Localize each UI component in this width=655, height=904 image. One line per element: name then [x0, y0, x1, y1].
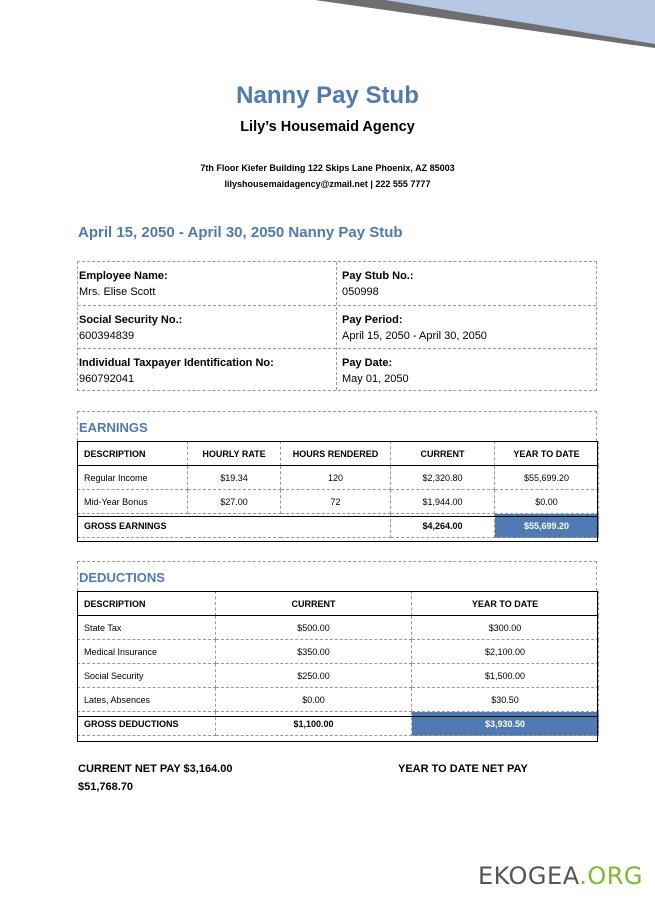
cell: State Tax — [78, 616, 216, 640]
table-row — [78, 688, 599, 712]
ssn-value: 600394839 — [79, 330, 135, 342]
deductions-col-current: CURRENT — [216, 592, 412, 616]
earnings-col-ytd: YEAR TO DATE — [495, 442, 599, 466]
cell: $2,100.00 — [412, 640, 599, 664]
cell: $2,320.80 — [391, 466, 495, 490]
watermark-suffix: .ORG — [579, 862, 643, 890]
agency-address: 7th Floor Kiefer Building 122 Skips Lane Phoenix, AZ 85003 — [200, 163, 455, 173]
earnings-section-header — [77, 411, 597, 441]
cell: $500.00 — [216, 616, 412, 640]
corner-decoration — [315, 0, 655, 48]
cell: $1,500.00 — [412, 664, 599, 688]
gross-deductions-ytd: $3,930.50 — [412, 712, 599, 736]
cell: $250.00 — [216, 664, 412, 688]
cell: $0.00 — [495, 490, 599, 514]
pay-stub-label: Pay Stub No.: — [342, 270, 414, 282]
cell: Medical Insurance — [78, 640, 216, 664]
pay-stub-cell — [341, 262, 414, 300]
gross-earnings-label: GROSS EARNINGS — [78, 514, 391, 538]
earnings-table — [77, 441, 599, 538]
table-row — [78, 466, 599, 490]
cell: $0.00 — [216, 688, 412, 712]
employee-name-value: Mrs. Elise Scott — [79, 286, 156, 298]
cell: 120 — [281, 466, 391, 490]
deductions-title: DEDUCTIONS — [79, 570, 165, 585]
cell: $55,699.20 — [495, 466, 599, 490]
earnings-col-hourly-rate: HOURLY RATE — [188, 442, 281, 466]
watermark-logo — [478, 862, 643, 890]
earnings-total-row — [78, 514, 599, 538]
gross-deductions-label: GROSS DEDUCTIONS — [78, 712, 216, 736]
deductions-header-row — [78, 592, 599, 616]
earnings-header-row — [78, 442, 599, 466]
cell: 72 — [281, 490, 391, 514]
pay-period-label: Pay Period: — [342, 314, 403, 326]
earnings-col-hours: HOURS RENDERED — [281, 442, 391, 466]
deductions-col-description: DESCRIPTION — [78, 592, 216, 616]
gross-deductions-current: $1,100.00 — [216, 712, 412, 736]
watermark-main: EKOGEA — [477, 862, 580, 890]
deductions-col-ytd: YEAR TO DATE — [412, 592, 599, 616]
cell: $350.00 — [216, 640, 412, 664]
table-row — [78, 616, 599, 640]
ytd-net-pay-value: $51,768.70 — [78, 781, 134, 793]
cell: Social Security — [78, 664, 216, 688]
ssn-cell — [78, 306, 182, 344]
itin-label: Individual Taxpayer Identification No: — [79, 357, 274, 369]
cell: $30.50 — [412, 688, 599, 712]
gross-earnings-current: $4,264.00 — [391, 514, 495, 538]
employee-name-cell — [78, 262, 168, 300]
current-net-pay: CURRENT NET PAY $3,164.00 — [78, 763, 233, 775]
earnings-col-description: DESCRIPTION — [78, 442, 188, 466]
pay-period-heading: April 15, 2050 - April 30, 2050 Nanny Pay Stub — [78, 224, 403, 241]
agency-name: Lily’s Housemaid Agency — [240, 119, 415, 135]
cell: $27.00 — [188, 490, 281, 514]
agency-contact: lilyshousemaidagency@zmail.net | 222 555 7777 — [224, 179, 431, 189]
earnings-col-current: CURRENT — [391, 442, 495, 466]
pay-date-cell — [341, 349, 409, 387]
page-title: Nanny Pay Stub — [236, 82, 419, 109]
deductions-table — [77, 591, 599, 736]
employee-info-grid — [77, 261, 597, 391]
table-row — [78, 490, 599, 514]
cell: Mid-Year Bonus — [78, 490, 188, 514]
cell: $1,944.00 — [391, 490, 495, 514]
table-row — [78, 664, 599, 688]
employee-name-label: Employee Name: — [79, 270, 168, 282]
table-row — [78, 640, 599, 664]
earnings-title: EARNINGS — [79, 420, 148, 435]
deductions-section-header — [77, 561, 597, 591]
pay-date-label: Pay Date: — [342, 357, 393, 369]
agency-address-block — [0, 160, 655, 192]
cell: $300.00 — [412, 616, 599, 640]
pay-stub-value: 050998 — [342, 286, 379, 298]
itin-cell — [78, 349, 274, 387]
ssn-label: Social Security No.: — [79, 314, 183, 326]
pay-period-cell — [341, 306, 487, 344]
deductions-total-row — [78, 712, 599, 736]
gross-earnings-ytd: $55,699.20 — [495, 514, 599, 538]
ytd-net-pay-label: YEAR TO DATE NET PAY — [398, 763, 528, 775]
pay-date-value: May 01, 2050 — [342, 373, 409, 385]
pay-period-value: April 15, 2050 - April 30, 2050 — [342, 330, 487, 342]
cell: Regular Income — [78, 466, 188, 490]
cell: Lates, Absences — [78, 688, 216, 712]
itin-value: 960792041 — [79, 373, 135, 385]
cell: $19.34 — [188, 466, 281, 490]
